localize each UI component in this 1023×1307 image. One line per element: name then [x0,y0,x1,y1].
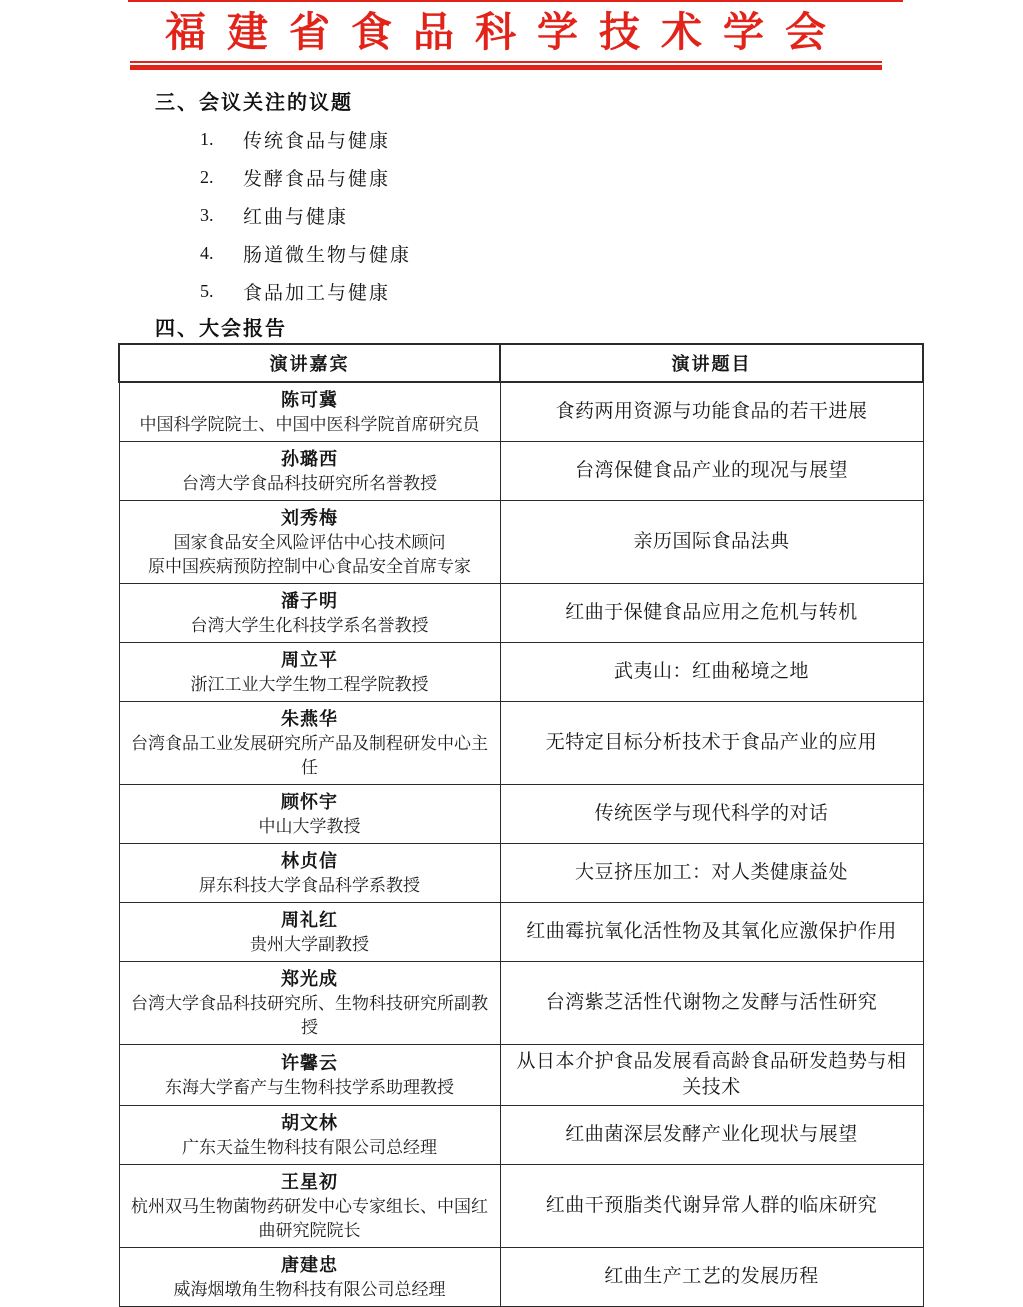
topic-item-number: 4. [200,242,214,263]
talk-topic-cell: 食药两用资源与功能食品的若干进展 [500,382,923,442]
speaker-name: 朱燕华 [281,709,338,729]
reports-section-heading: 四、大会报告 [155,318,287,340]
speaker-name: 王星初 [281,1172,338,1192]
speaker-affiliation: 台湾大学食品科技研究所、生物科技研究所副教授 [131,994,488,1037]
speaker-name: 顾怀宇 [281,792,338,812]
talk-topic-cell: 台湾紫芝活性代谢物之发酵与活性研究 [500,962,923,1045]
speaker-cell [119,1248,500,1307]
speaker-affiliation: 浙江工业大学生物工程学院教授 [190,675,429,694]
talk-topic-cell: 从日本介护食品发展看高龄食品研发趋势与相关技术 [500,1045,923,1106]
speaker-name: 林贞信 [281,851,338,871]
talk-topic-cell: 武夷山：红曲秘境之地 [500,643,923,702]
topic-item-label: 食品加工与健康 [243,282,391,304]
topic-list-item [200,196,720,234]
talk-topic-cell: 红曲菌深层发酵产业化现状与展望 [500,1106,923,1165]
speaker-cell [119,844,500,903]
topics-list [200,120,720,310]
speaker-cell [119,382,500,442]
table-row [119,1045,923,1106]
speaker-name: 唐建忠 [281,1255,338,1275]
topic-item-number: 3. [200,204,214,225]
speaker-affiliation: 威海烟墩角生物科技有限公司总经理 [173,1280,446,1299]
speaker-affiliation: 台湾大学生化科技学系名誉教授 [190,616,429,635]
speaker-cell [119,962,500,1045]
talk-topic-cell: 台湾保健食品产业的现况与展望 [500,442,923,501]
speaker-cell [119,1165,500,1248]
speaker-name: 胡文林 [281,1113,338,1133]
table-row [119,785,923,844]
speaker-name: 郑光成 [281,969,338,989]
topic-item-number: 2. [200,166,214,187]
table-row [119,501,923,584]
table-row [119,643,923,702]
topic-item-label: 肠道微生物与健康 [243,244,412,266]
topic-item-number: 1. [200,128,214,149]
speaker-cell [119,442,500,501]
talk-topic-cell: 无特定目标分析技术于食品产业的应用 [500,702,923,785]
speaker-affiliation: 东海大学畜产与生物科技学系助理教授 [165,1078,454,1097]
column-header-topic: 演讲题目 [500,344,923,382]
topic-list-item [200,158,720,196]
table-row [119,903,923,962]
speaker-affiliation: 中山大学教授 [258,817,361,836]
speaker-name: 周礼红 [281,910,338,930]
speaker-affiliation: 中国科学院院士、中国中医科学院首席研究员 [139,415,480,434]
table-row [119,382,923,442]
speaker-cell [119,903,500,962]
column-header-speaker: 演讲嘉宾 [119,344,500,382]
table-row [119,1106,923,1165]
speaker-name: 许馨云 [281,1053,338,1073]
speaker-cell [119,702,500,785]
speaker-affiliation: 屏东科技大学食品科学系教授 [199,876,420,895]
speaker-cell [119,1045,500,1106]
speaker-name: 陈可冀 [281,390,338,410]
speaker-affiliation: 广东天益生物科技有限公司总经理 [182,1138,437,1157]
talk-topic-cell: 大豆挤压加工：对人类健康益处 [500,844,923,903]
talk-topic-cell: 红曲于保健食品应用之危机与转机 [500,584,923,643]
topic-item-number: 5. [200,280,214,301]
talk-topic-cell: 红曲生产工艺的发展历程 [500,1248,923,1307]
table-row [119,584,923,643]
topic-list-item [200,234,720,272]
table-row [119,702,923,785]
topic-item-label: 发酵食品与健康 [243,168,391,190]
talk-topic-cell: 亲历国际食品法典 [500,501,923,584]
speaker-cell [119,643,500,702]
table-header-row [119,344,923,382]
speaker-affiliation: 台湾大学食品科技研究所名誉教授 [182,474,437,493]
speaker-affiliation: 杭州双马生物菌物药研发中心专家组长、中国红曲研究院院长 [131,1197,488,1240]
table-row [119,442,923,501]
letterhead-double-rule [130,61,882,70]
speaker-name: 刘秀梅 [281,508,338,528]
speaker-cell [119,785,500,844]
talk-topic-cell: 红曲干预脂类代谢异常人群的临床研究 [500,1165,923,1248]
speaker-cell [119,501,500,584]
speaker-name: 周立平 [281,650,338,670]
table-row [119,1165,923,1248]
topics-section-heading: 三、会议关注的议题 [155,92,353,114]
letterhead-top-rule [128,0,903,2]
speaker-name: 孙璐西 [281,449,338,469]
speaker-name: 潘子明 [281,591,338,611]
speaker-affiliation: 台湾食品工业发展研究所产品及制程研发中心主任 [131,734,488,777]
letterhead-title: 福建省食品科学技术学会 [165,9,847,55]
speaker-affiliation: 原中国疾病预防控制中心食品安全首席专家 [148,557,471,576]
talk-topic-cell: 红曲霉抗氧化活性物及其氧化应激保护作用 [500,903,923,962]
table-row [119,1248,923,1307]
topic-list-item [200,120,720,158]
reports-table [118,343,924,1307]
topic-item-label: 红曲与健康 [243,206,349,228]
topic-item-label: 传统食品与健康 [243,130,391,152]
speaker-affiliation: 国家食品安全风险评估中心技术顾问 [173,533,446,552]
speaker-cell [119,1106,500,1165]
speaker-affiliation: 贵州大学副教授 [250,935,369,954]
table-row [119,962,923,1045]
table-row [119,844,923,903]
speaker-cell [119,584,500,643]
talk-topic-cell: 传统医学与现代科学的对话 [500,785,923,844]
topic-list-item [200,272,720,310]
